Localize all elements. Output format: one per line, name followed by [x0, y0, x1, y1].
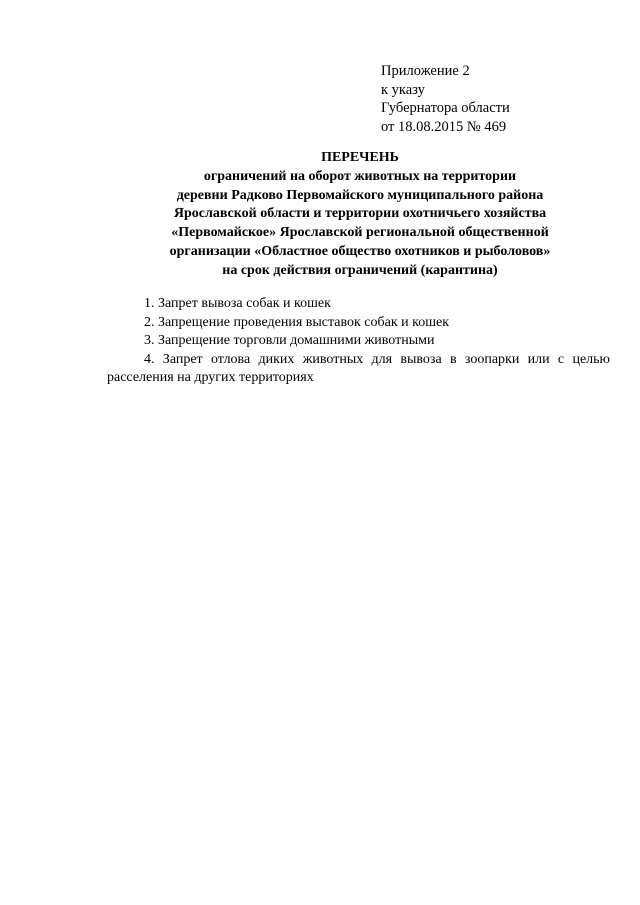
appendix-line: к указу	[381, 81, 425, 98]
appendix-note	[381, 62, 510, 137]
appendix-line: от 18.08.2015 № 469	[381, 119, 507, 136]
title-heading: ПЕРЕЧЕНЬ	[321, 150, 399, 165]
appendix-line: Приложение 2	[381, 63, 470, 79]
appendix-line: Губернатора области	[381, 100, 510, 117]
list-item: 1. Запрет вывоза собак и кошек	[144, 296, 331, 311]
title-line: организации «Областное общество охотников и рыболовов»	[169, 243, 551, 259]
title-line: «Первомайское» Ярославской региональной общественной	[171, 225, 549, 241]
list-item: 4. Запрет отлова диких животных для вывоза в зоопарки или с целью расселения на других территориях	[107, 351, 610, 386]
title-line: деревни Радково Первомайского муниципального района	[176, 187, 544, 203]
title-line: на срок действия ограничений (карантина)	[222, 262, 498, 278]
title-line: ограничений на оборот животных на территории	[203, 168, 517, 184]
list-item: 3. Запрещение торговли домашними животными	[144, 333, 435, 349]
title-line: Ярославской области и территории охотничьего хозяйства	[173, 206, 547, 222]
list-item: 2. Запрещение проведения выставок собак и кошек	[144, 314, 450, 330]
restrictions-list	[107, 295, 610, 388]
document-title	[100, 149, 620, 281]
